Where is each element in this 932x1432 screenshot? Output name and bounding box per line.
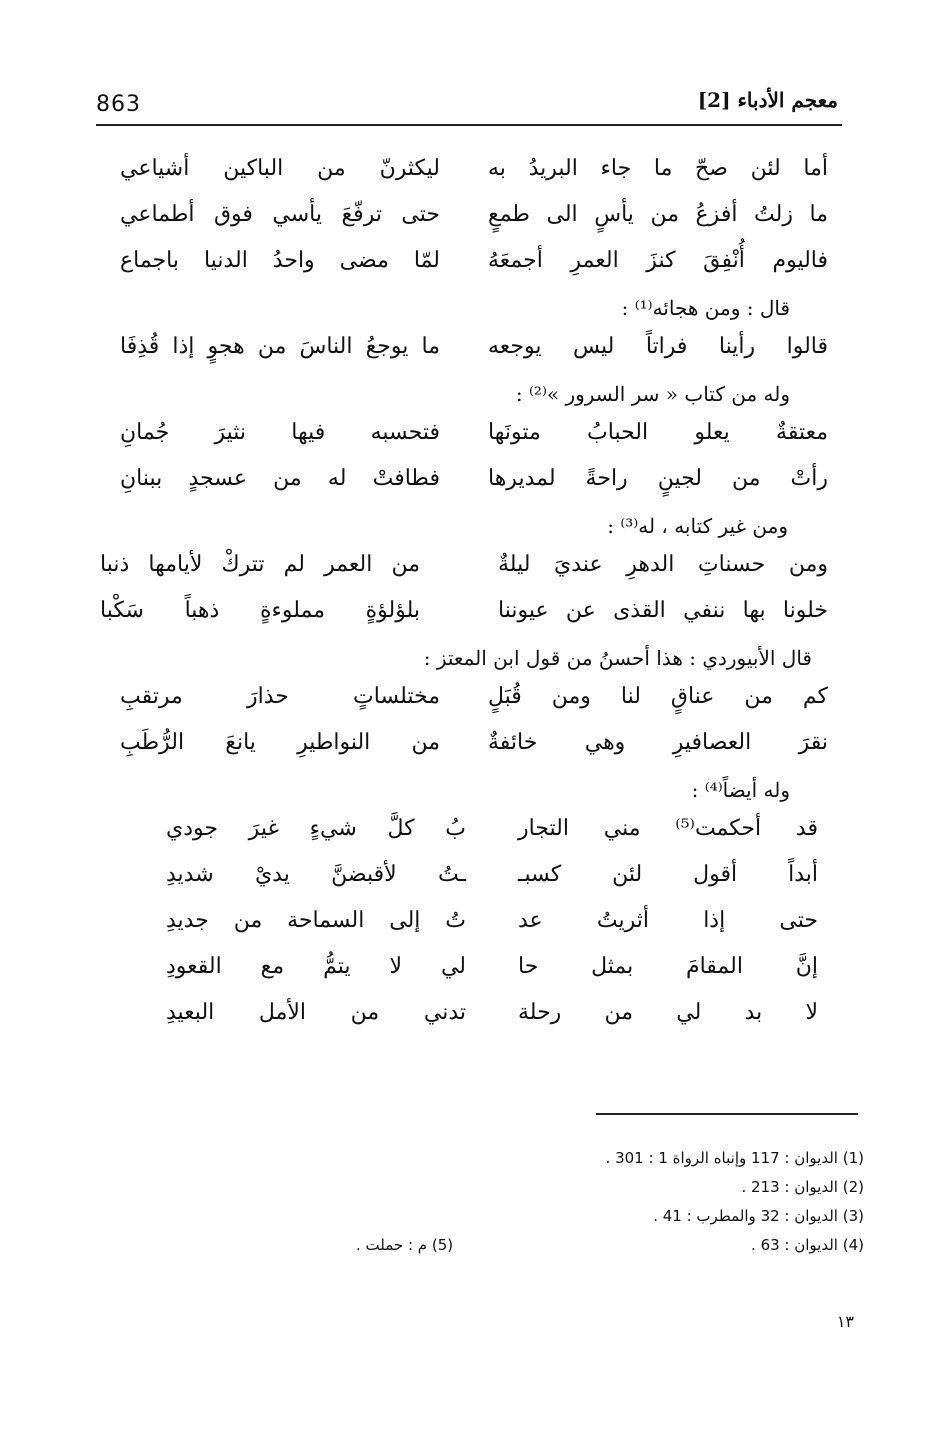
first-hemistich: ما زلتُ أفزعُ من يأسٍ الى طمعٍ (488, 202, 828, 227)
second-hemistich: فتحسبه فيها نثيرَ جُمانِ (120, 420, 440, 445)
verse-line (96, 856, 838, 902)
verse-line (96, 196, 838, 242)
first-hemistich: أما لئن صحّ ما جاء البريدُ به (488, 156, 828, 181)
intro-line: ومن غير كتابه ، له⁽³⁾ : (607, 514, 788, 538)
first-hemistich: نقرَ العصافيرِ وهي خائفةٌ (488, 730, 828, 755)
second-hemistich: بُ كلَّ شيءٍ غيرَ جودي (166, 816, 466, 841)
second-hemistich: من العمر لم تتركْ لأيامها ذنبا (100, 552, 420, 577)
footnote: (1) الديوان : 117 وإنباه الرواة 1 : 301 . (605, 1149, 864, 1167)
first-hemistich: فاليوم أُنْفِقَ كنزَ العمرِ أجمعَهُ (488, 248, 828, 273)
verse-line (96, 948, 838, 994)
footnote-rule (596, 1113, 858, 1115)
second-hemistich: بلؤلؤةٍ مملوءةٍ ذهباً سَكْبا (100, 598, 420, 623)
verse-line (96, 460, 838, 506)
first-hemistich: لا بد لي من رحلة (518, 1000, 818, 1025)
first-hemistich: قالوا رأينا فراتاً ليس يوجعه (488, 334, 828, 359)
first-hemistich: حتى إذا أثريتُ عد (518, 908, 818, 933)
footnote: (3) الديوان : 32 والمطرب : 41 . (653, 1207, 864, 1225)
verse-line (96, 150, 838, 196)
intro-line: قال : ومن هجائه⁽¹⁾ : (621, 296, 790, 320)
second-hemistich: لي لا يتمُّ مع القعودِ (166, 954, 466, 979)
footnote: (5) م : حملت . (356, 1236, 454, 1254)
header-rule (96, 124, 842, 126)
intro-line: وله من كتاب « سر السرور »⁽²⁾ : (515, 382, 790, 406)
verse-line (96, 414, 838, 460)
second-hemistich: حتى ترفّعَ يأسي فوق أطماعي (120, 202, 440, 227)
first-hemistich: خلونا بها ننفي القذى عن عيوننا (498, 598, 828, 623)
second-hemistich: ـتُ لأقبضنَّ يديْ شديدِ (166, 862, 466, 887)
second-hemistich: تدني من الأمل البعيدِ (166, 1000, 466, 1025)
verse-line (96, 592, 838, 638)
verse-line (96, 724, 838, 770)
signature-mark: ١٣ (836, 1312, 854, 1331)
first-hemistich: ومن حسناتِ الدهرِ عنديَ ليلةٌ (498, 552, 828, 577)
footnote-row (96, 1231, 864, 1260)
first-hemistich: قد أحكمت⁽⁵⁾ مني التجار (518, 816, 818, 841)
verse-line (96, 994, 838, 1040)
verse-line (96, 810, 838, 856)
page-number: 863 (96, 92, 141, 117)
footnotes (96, 1144, 864, 1260)
second-hemistich: لمّا مضى واحدُ الدنيا باجماع (120, 248, 440, 273)
first-hemistich: كم من عناقٍ لنا ومن قُبَلٍ (488, 684, 828, 709)
verse-line (96, 902, 838, 948)
first-hemistich: رأتْ من لجينٍ راحةً لمديرها (488, 466, 828, 491)
intro-line: قال الأبيوردي : هذا أحسنُ من قول ابن المعتز : (423, 646, 812, 670)
second-hemistich: من النواطيرِ يانعَ الرُّطَبِ (120, 730, 440, 755)
second-hemistich: تُ إلى السماحة من جديدِ (166, 908, 466, 933)
running-title: معجم الأدباء [2] (697, 88, 838, 112)
second-hemistich: ما يوجعُ الناسَ من هجوٍ إذا قُذِفَا (120, 334, 440, 359)
first-hemistich: إنَّ المقامَ بمثل حا (518, 954, 818, 979)
verse-line (96, 678, 838, 724)
second-hemistich: مختلساتٍ حذارَ مرتقبِ (120, 684, 440, 709)
page-header (96, 88, 838, 124)
verse-line (96, 242, 838, 288)
first-hemistich: معتقةٌ يعلو الحبابُ متونَها (488, 420, 828, 445)
second-hemistich: ليكثرنّ من الباكين أشياعي (120, 156, 440, 181)
poem-body (96, 150, 838, 1040)
intro-line: وله أيضاً⁽⁴⁾ : (691, 778, 790, 802)
first-hemistich: أبداً أقول لئن كسبـ (518, 862, 818, 887)
footnote: (4) الديوان : 63 . (751, 1236, 864, 1254)
verse-line (96, 328, 838, 374)
verse-line (96, 546, 838, 592)
footnote: (2) الديوان : 213 . (741, 1178, 864, 1196)
second-hemistich: فطافتْ له من عسجدٍ ببنانِ (120, 466, 440, 491)
